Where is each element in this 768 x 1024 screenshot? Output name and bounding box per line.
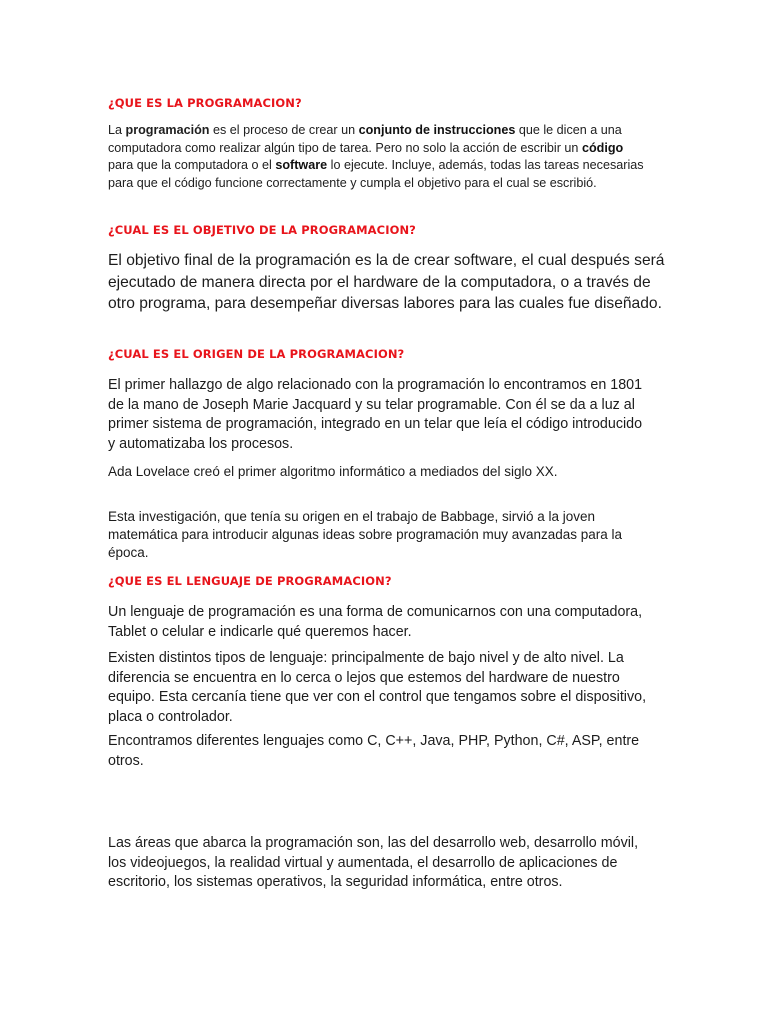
heading-origen-programacion: ¿CUAL ES EL ORIGEN DE LA PROGRAMACION? — [108, 347, 405, 361]
paragraph-babbage: Esta investigación, que tenía su origen en el trabajo de Babbage, sirvió a la joven matemática para introducir algunas ideas sobre programación muy avanzadas para la época. — [108, 509, 623, 560]
term-software: software — [275, 158, 328, 172]
heading-que-es-programacion: ¿QUE ES LA PROGRAMACION? — [108, 96, 302, 110]
heading-lenguaje-programacion: ¿QUE ES EL LENGUAJE DE PROGRAMACION? — [108, 574, 392, 588]
term-codigo: código — [581, 140, 624, 155]
paragraph-lenguaje-definicion: Un lenguaje de programación es una forma de comunicarnos con una computadora, Tablet o celular e indicarle qué queremos hacer. — [108, 604, 643, 640]
text-fragment: que le dicen a una computadora como realizar algún tipo de tarea. Pero no solo la acción de escribir un — [108, 123, 622, 155]
text-fragment: para que la computadora o el — [108, 158, 276, 172]
paragraph-ada-lovelace: Ada Lovelace creó el primer algoritmo informático a mediados del siglo XX. — [108, 464, 558, 479]
paragraph-definicion — [108, 122, 648, 192]
heading-objetivo-programacion: ¿CUAL ES EL OBJETIVO DE LA PROGRAMACION? — [108, 223, 416, 237]
paragraph-objetivo: El objetivo final de la programación es la de crear software, el cual después será ejecutado de manera directa por el hardware de la computadora, o a través de otro programa, para desempeñar diversas labores para las cuales fue diseñado. — [108, 252, 665, 312]
text-fragment: La — [108, 123, 126, 137]
text-fragment: es el proceso de crear un — [209, 123, 359, 137]
term-conjunto-instrucciones: conjunto de instrucciones — [358, 123, 516, 137]
paragraph-tipos-lenguaje: Existen distintos tipos de lenguaje: principalmente de bajo nivel y de alto nivel. La diferencia se encuentra en lo cerca o lejos que estemos del hardware de nuestro equipo. Esta cercanía tiene que ver con el control que tengamos sobre el dispositivo, placa o controlador. — [108, 650, 647, 725]
term-programacion: programación — [125, 123, 210, 137]
paragraph-lista-lenguajes: Encontramos diferentes lenguajes como C, C++, Java, PHP, Python, C#, ASP, entre otros. — [108, 733, 640, 769]
text-fragment: lo ejecute. Incluye, además, todas las tareas necesarias para que el código funcione correctamente y cumpla el objetivo para el cual se escribió. — [108, 158, 644, 190]
paragraph-origen-jacquard: El primer hallazgo de algo relacionado con la programación lo encontramos en 1801 de la mano de Joseph Marie Jacquard y su telar programable. Con él se da a luz al primer sistema de programación, integrado en un telar que leía el código introducido y automatizaba los procesos. — [108, 377, 643, 452]
paragraph-areas-programacion: Las áreas que abarca la programación son, las del desarrollo web, desarrollo móvil, los videojuegos, la realidad virtual y aumentada, el desarrollo de aplicaciones de escritorio, los sistemas operativos, la seguridad informática, entre otros. — [108, 835, 639, 890]
